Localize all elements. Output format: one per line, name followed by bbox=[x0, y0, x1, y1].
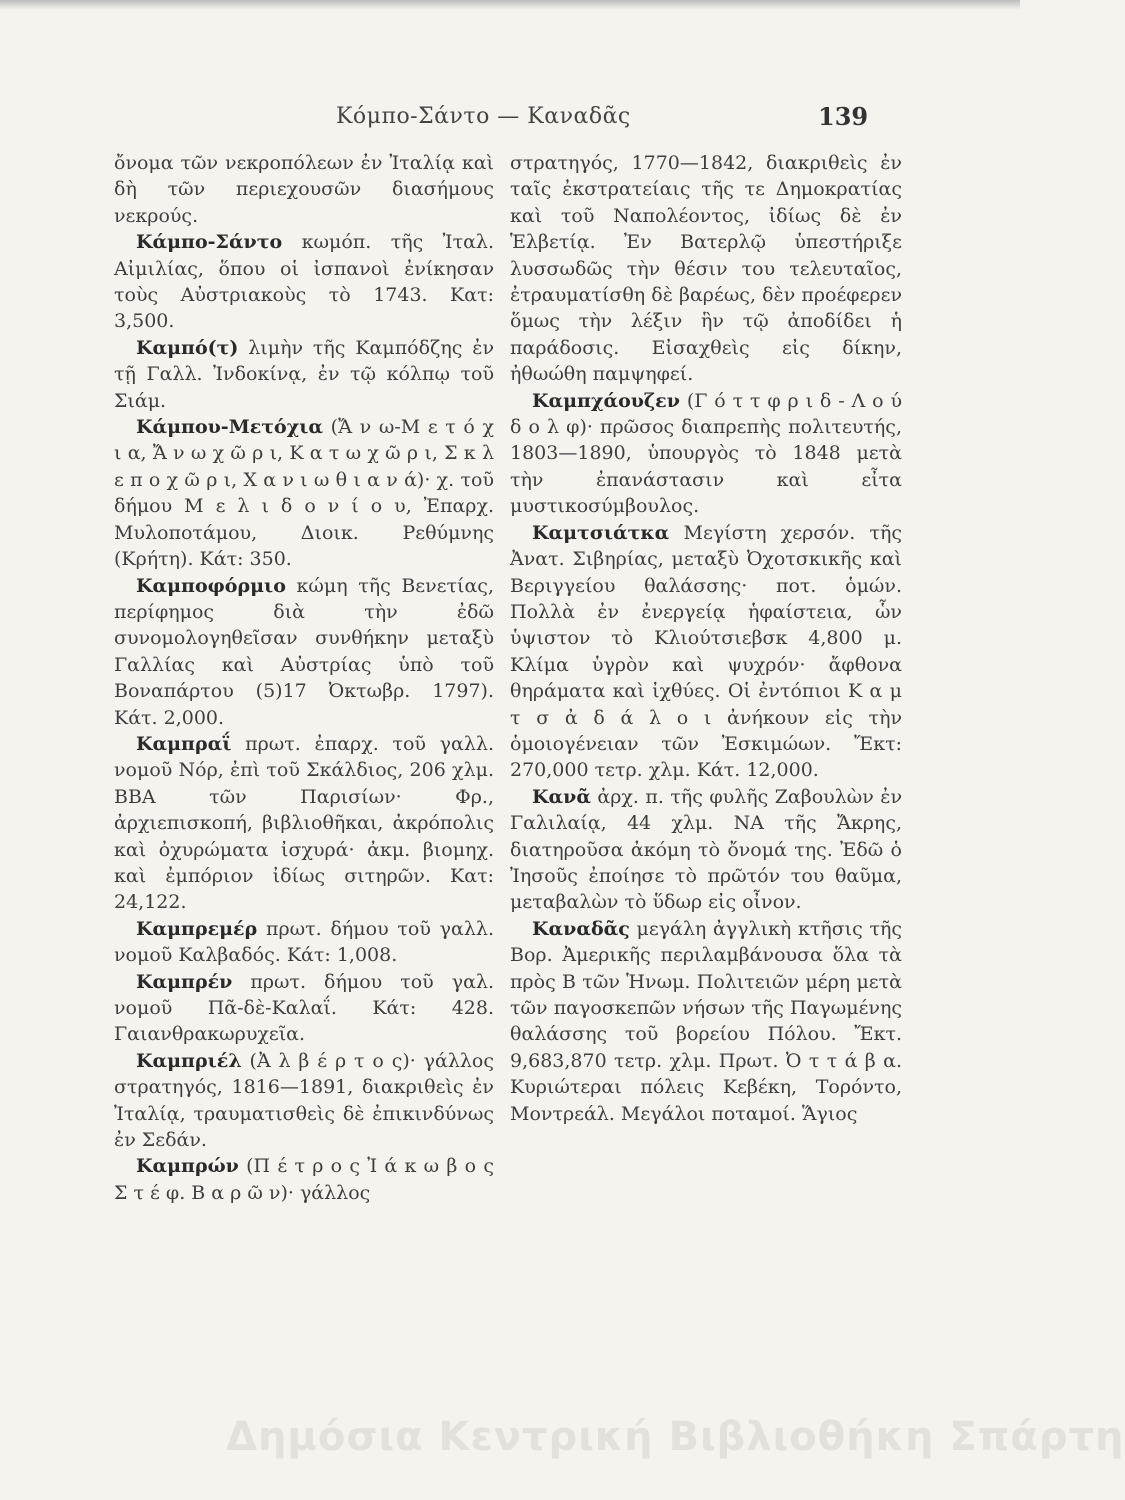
entry-headword: Καναδᾶς bbox=[532, 917, 630, 940]
entry-text: λιμὴν τῆς Καμπόδζης ἐν τῇ Γαλλ. Ἰνδοκίνᾳ, ἐν τῷ κόλπῳ τοῦ Σιάμ. bbox=[114, 336, 494, 412]
continuation-text: στρατηγός, 1770—1842, διακριθεὶς ἐν ταῖς ἐκστρατείαις τῆς τε Δημοκρατίας καὶ τοῦ Ναπολέοντος, ἰδίως δὲ ἐν Ἑλβετίᾳ. Ἐν Βατερλῷ ὑπεστήριξε λυσσωδῶς τὴν θέσιν του τελευταῖος, ἐτραυματίσθη δὲ βαρέως, δὲν προέφερεν ὅμως τὴν λέξιν ἣν τῷ ἀποδίδει ἡ παράδοσις. Εἰσαχθεὶς εἰς δίκην, ἠθωώθη παμψηφεί. bbox=[510, 152, 902, 386]
dictionary-entry bbox=[114, 1048, 494, 1154]
entry-text: (Π έ τ ρ ο ς Ἰ ά κ ω β ο ς Σ τ έ φ. Β α ρ ῶ ν)· γάλλος bbox=[114, 1155, 494, 1204]
entry-text: ἀρχ. π. τῆς φυλῆς Ζαβουλὼν ἐν Γαλιλαίᾳ, 44 χλμ. ΝΑ τῆς Ἄκρης, διατηροῦσα ἀκόμη τὸ ὄνομά της. Ἐδῶ ὁ Ἰησοῦς ἐποίησε τὸ πρῶτόν του θαῦμα, μεταβαλὼν τὸ ὕδωρ εἰς οἶνον. bbox=[510, 785, 902, 914]
entry-text: (Γ ό τ τ φ ρ ι δ - Λ ο ύ δ ο λ φ)· πρῶσος διαπρεπὴς πολιτευτής, 1803—1890, ὑπουργὸς τὸ 1848 μετὰ τὴν ἐπανάστασιν καὶ εἶτα μυστικοσύμβουλος. bbox=[510, 389, 902, 518]
entry-text: (Ἀ λ β έ ρ τ ο ς)· γάλλος στρατηγός, 1816—1891, διακριθεὶς ἐν Ἰταλίᾳ, τραυματισθεὶς δὲ ἐπικινδύνως ἐν Σεδάν. bbox=[114, 1049, 494, 1152]
entry-headword: Καμπραΐ bbox=[136, 732, 232, 755]
dictionary-entry bbox=[114, 335, 494, 414]
entry-headword: Καμτσιάτκα bbox=[532, 521, 670, 544]
entry-headword: Καμποφόρμιο bbox=[136, 574, 286, 597]
running-title: Κόμπο-Σάντο — Καναδᾶς bbox=[336, 104, 631, 129]
dictionary-entry bbox=[114, 731, 494, 916]
entry-headword: Καμπρέν bbox=[136, 970, 233, 993]
page-header bbox=[0, 104, 1020, 144]
dictionary-entry bbox=[510, 784, 902, 916]
entry-headword: Καμπρών bbox=[136, 1155, 239, 1178]
page-number: 139 bbox=[818, 102, 869, 131]
entry-headword: Κάμπο-Σάντο bbox=[136, 231, 283, 254]
dictionary-entry bbox=[114, 1153, 494, 1206]
entry-headword: Καμπρεμέρ bbox=[136, 917, 258, 940]
continuation-text: ὄνομα τῶν νεκροπόλεων ἐν Ἰταλίᾳ καὶ δὴ τῶν περιεχουσῶν διασήμους νεκρούς. bbox=[114, 152, 494, 227]
dictionary-entry bbox=[114, 414, 494, 572]
entry-headword: Καμπριέλ bbox=[136, 1049, 242, 1072]
dictionary-entry bbox=[510, 388, 902, 520]
entry-text: μεγάλη ἀγγλικὴ κτῆσις τῆς Βορ. Ἀμερικῆς περιλαμβάνουσα ὅλα τὰ πρὸς Β τῶν Ἡνωμ. Πολιτειῶν μέρη μετὰ τῶν παγοσκεπῶν νήσων τῆς Παγωμένης θαλάσσης τοῦ βορείου Πόλου. Ἔκτ. 9,683,870 τετρ. χλμ. Πρωτ. Ὀ τ τ ά β α. Κυριώτεραι πόλεις Κεβέκη, Τορόντο, Μοντρεάλ. Μεγάλοι ποταμοί. Ἅγιος bbox=[510, 917, 902, 1125]
entry-text: πρωτ. δήμου τοῦ γαλλ. νομοῦ Καλβαδός. Κάτ: 1,008. bbox=[114, 917, 494, 967]
right-column bbox=[510, 150, 902, 1127]
entry-text: κωμόπ. τῆς Ἰταλ. Αἰμιλίας, ὅπου οἱ ἰσπανοὶ ἐνίκησαν τοὺς Αὐστριακοὺς τὸ 1743. Κατ: 3,500. bbox=[114, 231, 494, 333]
dictionary-entry bbox=[114, 229, 494, 335]
entry-headword: Καμπό(τ) bbox=[136, 336, 239, 359]
dictionary-entry bbox=[510, 520, 902, 784]
dictionary-entry bbox=[114, 969, 494, 1048]
dictionary-entry bbox=[510, 916, 902, 1127]
entry-text: πρωτ. δήμου τοῦ γαλ. νομοῦ Πᾶ-δὲ-Καλαΐ. Κάτ: 428. Γαιανθρακωρυχεῖα. bbox=[114, 970, 494, 1046]
dictionary-entry bbox=[114, 916, 494, 969]
page-top-edge bbox=[0, 0, 1020, 10]
entry-headword: Καμπχάουζεν bbox=[532, 389, 680, 412]
entry-text: (Ἄ ν ω-Μ ε τ ό χ ι α, Ἄ ν ω χ ῶ ρ ι, Κ α τ ω χ ῶ ρ ι, Σ κ λ ε π ο χ ῶ ρ ι, Χ α ν ι ω θ ι α ν ά)· χ. τοῦ δήμου Μ ε λ ι δ ο ν ί ο υ, Ἐπαρχ. Μυλοποτάμου, Διοικ. Ρεθύμνης (Κρήτη). Κάτ: 350. bbox=[114, 416, 494, 571]
library-watermark: Δημόσια Κεντρική Βιβλιοθήκη Σπάρτη bbox=[226, 1414, 1125, 1460]
entry-headword: Κάμπου-Μετόχια bbox=[136, 416, 324, 439]
left-column bbox=[114, 150, 494, 1206]
entry-text: πρωτ. ἐπαρχ. τοῦ γαλλ. νομοῦ Νόρ, ἐπὶ τοῦ Σκάλδιος, 206 χλμ. ΒΒΑ τῶν Παρισίων· Φρ., ἀρχιεπισκοπή, βιβλιοθῆκαι, ἀκρόπολις καὶ ὀχυρώματα ἰσχυρά· ἀκμ. βιομηχ. καὶ ἐμπόριον ἰδίως σιτηρῶν. Κατ: 24,122. bbox=[114, 732, 494, 914]
entry-text: κώμη τῆς Βενετίας, περίφημος διὰ τὴν ἐδῶ συνομολογηθεῖσαν συνθήκην μεταξὺ Γαλλίας καὶ Αὐστρίας ὑπὸ τοῦ Βοναπάρτου (5)17 Ὀκτωβρ. 1797). Κάτ. 2,000. bbox=[114, 574, 494, 729]
entry-text: Μεγίστη χερσόν. τῆς Ἀνατ. Σιβηρίας, μεταξὺ Ὀχοτσκικῆς καὶ Βεριγγείου θαλάσσης· ποτ. ὁμών. Πολλὰ ἐν ἐνεργείᾳ ἡφαίστεια, ὧν ὑψιστον τὸ Κλιούτσιεβσκ 4,800 μ. Κλίμα ὑγρὸν καὶ ψυχρόν· ἄφθονα θηράματα καὶ ἰχθύες. Οἱ ἐντόπιοι Κ α μ τ σ ἀ δ ά λ ο ι ἀνήκουν εἰς τὴν ὁμοιογένειαν τῶν Ἐσκιμώων. Ἔκτ: 270,000 τετρ. χλμ. Κάτ. 12,000. bbox=[510, 521, 903, 782]
dictionary-entry bbox=[114, 573, 494, 731]
entry-headword: Κανᾶ bbox=[532, 785, 591, 808]
